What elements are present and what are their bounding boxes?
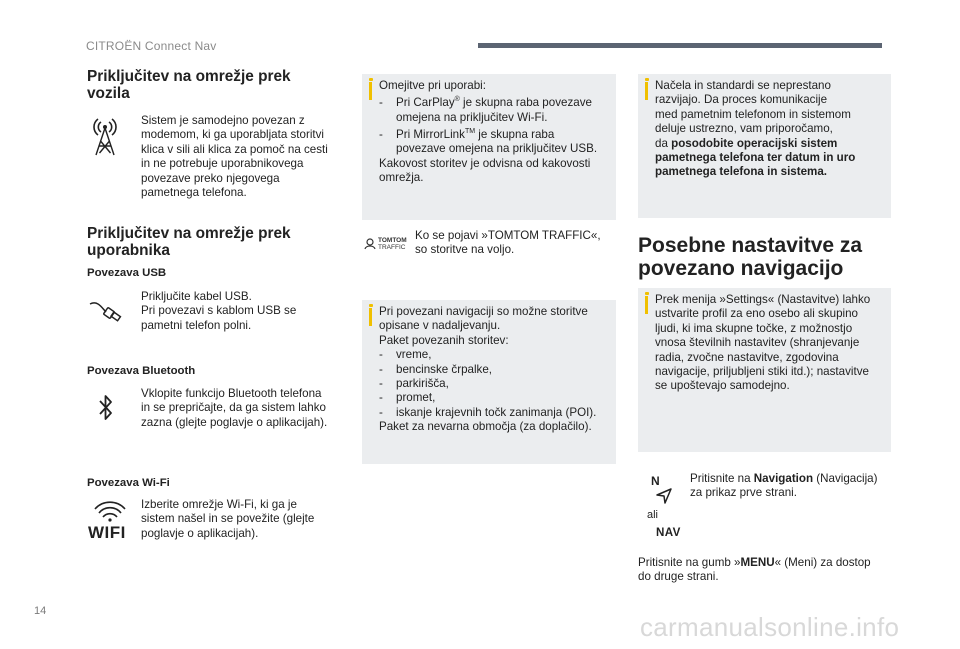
text-line: Kakovost storitev je odvisna od kakovosti xyxy=(379,156,591,170)
text-line: Sistem je samodejno povezan z xyxy=(141,114,305,127)
menu-press-text xyxy=(638,556,893,585)
text-line: sistem našel in se povežite (glejte xyxy=(141,512,315,526)
text-line: vnosa številnih nastavitev (shranjevanje xyxy=(655,336,860,350)
text-line: med pametnim telefonom in sistemom xyxy=(655,107,851,121)
list-item: - bencinske črpalke, xyxy=(379,362,493,376)
section-title-user xyxy=(87,226,347,259)
text-line: Pritisnite na gumb »MENU« (Meni) za dostop xyxy=(638,556,871,569)
wifi-text xyxy=(141,498,351,541)
watermark: carmanualsonline.info xyxy=(640,612,900,642)
wifi-heading: Povezava Wi-Fi xyxy=(87,477,170,489)
navigation-n-letter: N xyxy=(651,474,660,488)
connected-services-content xyxy=(379,305,610,435)
connected-services-infobox xyxy=(362,300,616,464)
text-line: modemom, ki ga uporabljata storitvi xyxy=(141,128,325,142)
info-marker xyxy=(369,308,372,326)
list-item: - Pri MirrorLink™ je skupna raba povezave omejena na priključitev USB. xyxy=(379,127,598,156)
text-line: Priključite kabel USB. xyxy=(141,290,252,303)
standards-infobox xyxy=(638,74,891,218)
usb-heading: Povezava USB xyxy=(87,267,167,279)
text-line: Načela in standardi se neprestano xyxy=(655,79,831,92)
text-line: za prikaz prve strani. xyxy=(690,486,797,500)
section-title-vehicle-line2: vozila xyxy=(87,84,130,102)
usb-text xyxy=(141,290,351,333)
settings-profile-infobox xyxy=(638,288,891,452)
bluetooth-heading: Povezava Bluetooth xyxy=(87,365,196,377)
text-line: Prek menija »Settings« (Nastavitve) lahko xyxy=(655,293,871,306)
list-item: - vreme, xyxy=(379,348,432,362)
standards-content xyxy=(655,79,885,180)
wifi-icon-label: WIFI xyxy=(88,523,126,542)
section-title-user-line2: uporabnika xyxy=(87,241,170,259)
text-line: Ko se pojavi »TOMTOM TRAFFIC«, xyxy=(415,229,601,242)
running-title: CITROËN Connect Nav xyxy=(86,39,217,53)
text-line: zazna (glejte poglavje o aplikacijah). xyxy=(141,415,328,429)
tomtom-logo-line1: TOMTOM xyxy=(378,237,407,244)
text-line: razvijajo. Da proces komunikacije xyxy=(655,93,828,107)
text-line: pametni telefon polni. xyxy=(141,318,252,332)
list-item: - Pri CarPlay® je skupna raba povezave omejena na priključitev Wi-Fi. xyxy=(379,96,592,124)
text-line: omrežja. xyxy=(379,171,424,185)
heading-line2: povezano navigacijo xyxy=(638,257,844,280)
info-marker xyxy=(645,82,648,100)
text-line: Omejitve pri uporabi: xyxy=(379,79,486,92)
settings-profile-content xyxy=(655,293,885,394)
page-number: 14 xyxy=(34,605,47,617)
heading-line1: Posebne nastavitve za xyxy=(638,234,863,257)
navigation-press-text xyxy=(690,472,895,501)
bluetooth-text xyxy=(141,387,356,430)
list-item: - parkirišča, xyxy=(379,377,449,391)
text-line: ljudi, ki ima skupne točke, z možnostjo xyxy=(655,321,853,335)
text-line: klica v sili ali klica za pomoč na cesti xyxy=(141,142,328,156)
header-bar xyxy=(478,43,882,48)
text-line: poglavje o aplikacijah). xyxy=(141,526,259,540)
usage-limits-infobox xyxy=(362,74,616,220)
text-line: Pri povezani navigaciji so možne storitve xyxy=(379,305,588,318)
text-line: pametnega telefona. xyxy=(141,186,247,200)
text-line: Vklopite funkcijo Bluetooth telefona xyxy=(141,387,322,400)
text-line: pametnega telefona ter datum in uro xyxy=(655,151,856,165)
vehicle-connection-text xyxy=(141,114,351,200)
text-line: Paket za nevarna območja (za doplačilo). xyxy=(379,420,592,434)
connected-navigation-heading xyxy=(638,234,898,280)
section-title-vehicle-line1: Priključitev na omrežje prek xyxy=(87,68,291,85)
text-line: Pritisnite na Navigation (Navigacija) xyxy=(690,472,878,485)
text-line: in ne potrebuje uporabnikovega xyxy=(141,157,304,171)
text-line: radia, zvočne nastavitve, zgodovina xyxy=(655,350,839,364)
info-marker xyxy=(369,82,372,100)
text-line: pametnega telefona in sistema. xyxy=(655,165,828,179)
section-title-vehicle xyxy=(87,69,347,102)
text-line: Paket povezanih storitev: xyxy=(379,333,509,347)
text-line: deluje ustrezno, vam priporočamo, xyxy=(655,122,833,136)
list-item: - iskanje krajevnih točk zanimanja (POI). xyxy=(379,405,597,419)
text-line: Izberite omrežje Wi-Fi, ki ga je xyxy=(141,498,297,511)
text-line: do druge strani. xyxy=(638,570,719,584)
nav-button-label: NAV xyxy=(656,526,681,539)
antenna-icon xyxy=(88,115,122,157)
text-line: navigacije, priljubljeni stiki itd.); nastavitve xyxy=(655,365,869,379)
text-line: Pri povezavi s kablom USB se xyxy=(141,304,297,318)
bluetooth-icon xyxy=(98,393,114,423)
text-line: so storitve na voljo. xyxy=(415,243,515,257)
section-title-user-line1: Priključitev na omrežje prek xyxy=(87,225,291,242)
info-marker xyxy=(645,296,648,314)
navigation-arrow-icon xyxy=(654,486,674,506)
text-line: povezave preko njegovega xyxy=(141,171,280,185)
wifi-icon xyxy=(88,500,132,541)
tomtom-logo-line2: TRAFFIC xyxy=(378,244,406,251)
text-line: opisane v nadaljevanju. xyxy=(379,319,501,333)
tomtom-text xyxy=(415,229,620,258)
list-item: - promet, xyxy=(379,391,436,405)
usage-limits-content xyxy=(379,79,610,186)
navigation-icon-group xyxy=(647,474,687,534)
text-line: ustvarite profil za eno osebo ali skupino xyxy=(655,307,859,321)
usb-cable-icon xyxy=(88,300,122,324)
or-label: ali xyxy=(647,509,659,521)
text-line: se upoštevajo samodejno. xyxy=(655,379,790,393)
text-line: in se prepričajte, da ga sistem lahko xyxy=(141,401,326,415)
text-line: da posodobite operacijski sistem xyxy=(655,136,838,150)
